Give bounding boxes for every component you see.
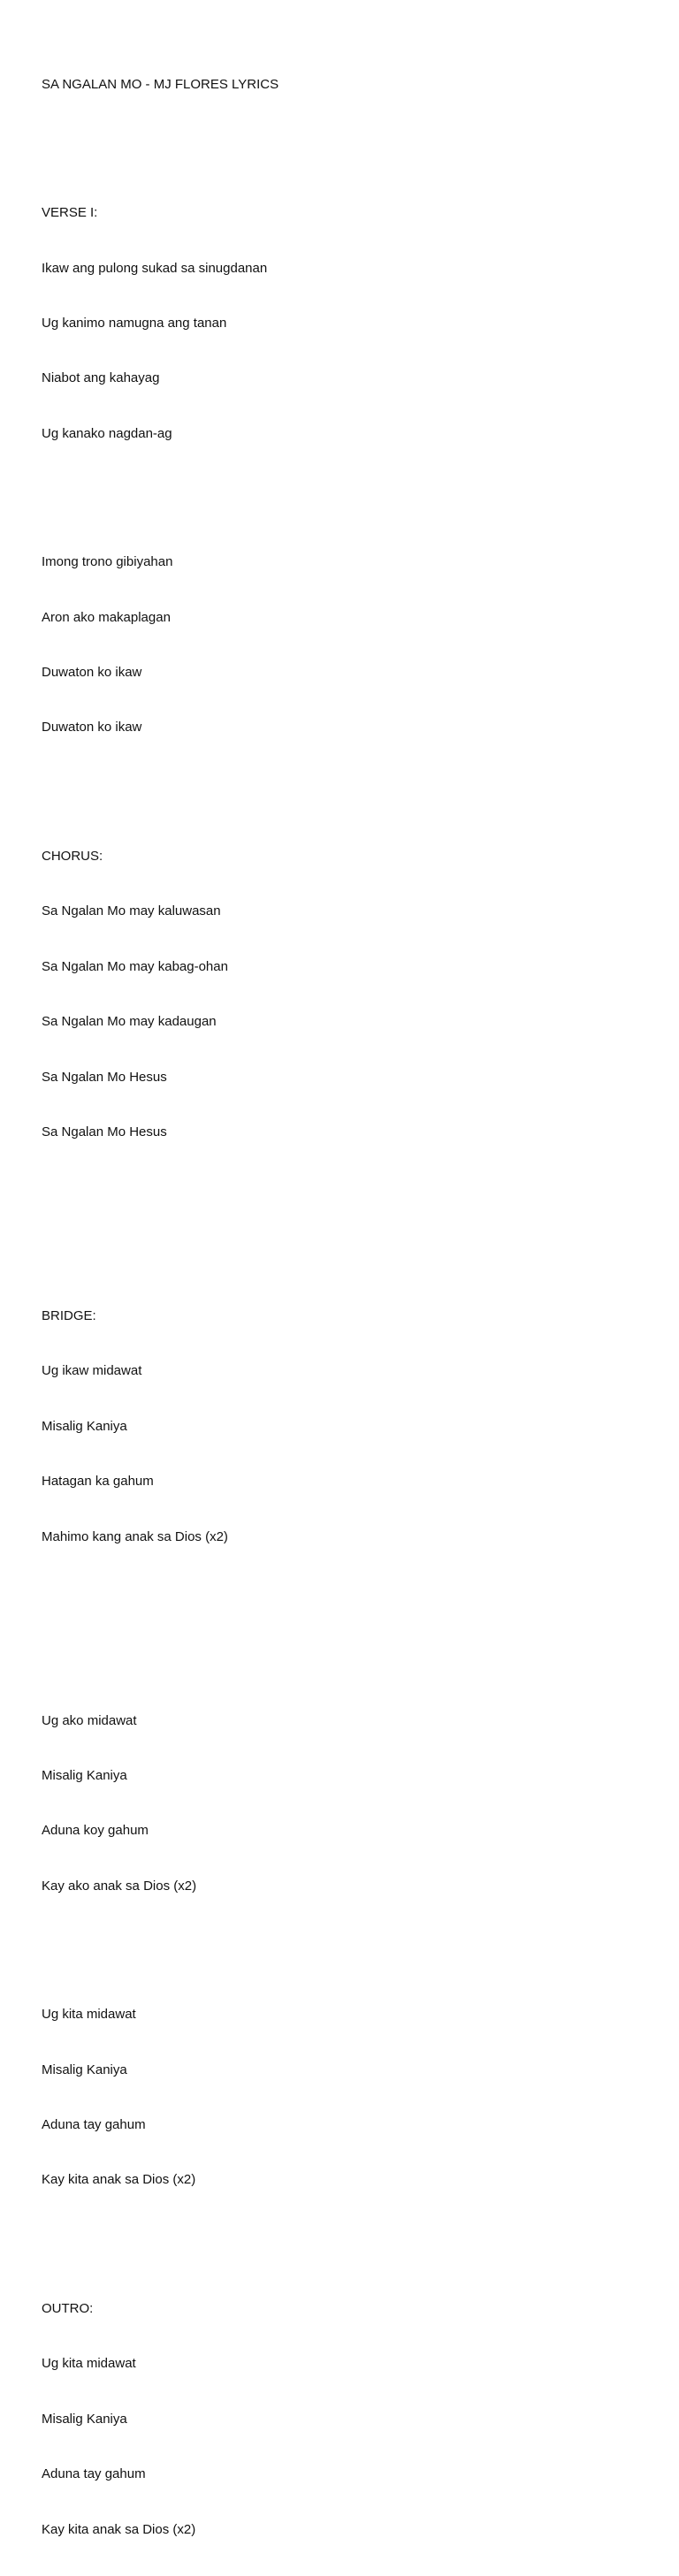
- lyric-line: Hatagan ka gahum: [42, 1474, 154, 1490]
- lyric-line: Kay kita anak sa Dios (x2): [42, 2521, 196, 2537]
- lyrics-text: [42, 39, 278, 2576]
- lyric-line: Kay ako anak sa Dios (x2): [42, 1878, 197, 1894]
- document-title: SA NGALAN MO - MJ FLORES LYRICS: [42, 76, 279, 92]
- lyric-line: Kay kita anak sa Dios (x2): [42, 2172, 196, 2188]
- lyric-line: Imong trono gibiyahan: [42, 554, 173, 570]
- section-heading-bridge: BRIDGE:: [42, 1307, 96, 1323]
- lyric-line: Sa Ngalan Mo may kadaugan: [42, 1014, 217, 1030]
- lyric-line: Aron ako makaplagan: [42, 609, 171, 625]
- lyric-line: Duwaton ko ikaw: [42, 665, 142, 681]
- blank-line: [42, 774, 278, 793]
- section-heading-chorus: CHORUS:: [42, 849, 103, 865]
- lyric-line: Misalig Kaniya: [42, 1418, 127, 1434]
- lyric-line: Aduna tay gahum: [42, 2466, 146, 2482]
- lyric-line: Sa Ngalan Mo may kabag-ohan: [42, 958, 228, 974]
- section-heading-verse: VERSE I:: [42, 205, 98, 221]
- lyric-line: Ug ikaw midawat: [42, 1363, 142, 1379]
- blank-line: [42, 131, 278, 149]
- section-heading-outro: OUTRO:: [42, 2301, 94, 2317]
- blank-line: [42, 1932, 278, 1951]
- blank-line: [42, 1583, 278, 1602]
- lyric-line: Niabot ang kahayag: [42, 370, 160, 386]
- lyric-line: Aduna tay gahum: [42, 2117, 146, 2133]
- blank-line: [42, 1234, 278, 1253]
- lyric-line: Ug ako midawat: [42, 1712, 137, 1728]
- lyric-line: Sa Ngalan Mo may kaluwasan: [42, 903, 221, 919]
- lyric-line: Sa Ngalan Mo Hesus: [42, 1124, 167, 1140]
- lyric-line: Duwaton ko ikaw: [42, 720, 142, 735]
- blank-line: [42, 2227, 278, 2245]
- lyric-line: Ikaw ang pulong sukad sa sinugdanan: [42, 260, 268, 276]
- blank-line: [42, 1178, 278, 1197]
- blank-line: [42, 1638, 278, 1657]
- lyric-line: Aduna koy gahum: [42, 1823, 149, 1839]
- lyric-line: Misalig Kaniya: [42, 2411, 127, 2427]
- lyric-line: Misalig Kaniya: [42, 2062, 127, 2077]
- lyric-line: Ug kanimo namugna ang tanan: [42, 315, 227, 331]
- lyric-line: Misalig Kaniya: [42, 1767, 127, 1783]
- lyric-line: Ug kita midawat: [42, 2356, 136, 2372]
- lyric-line: Sa Ngalan Mo Hesus: [42, 1069, 167, 1085]
- lyric-line: Ug kita midawat: [42, 2007, 136, 2023]
- blank-line: [42, 480, 278, 499]
- lyric-line: Mahimo kang anak sa Dios (x2): [42, 1528, 228, 1544]
- lyric-line: Ug kanako nagdan-ag: [42, 425, 172, 441]
